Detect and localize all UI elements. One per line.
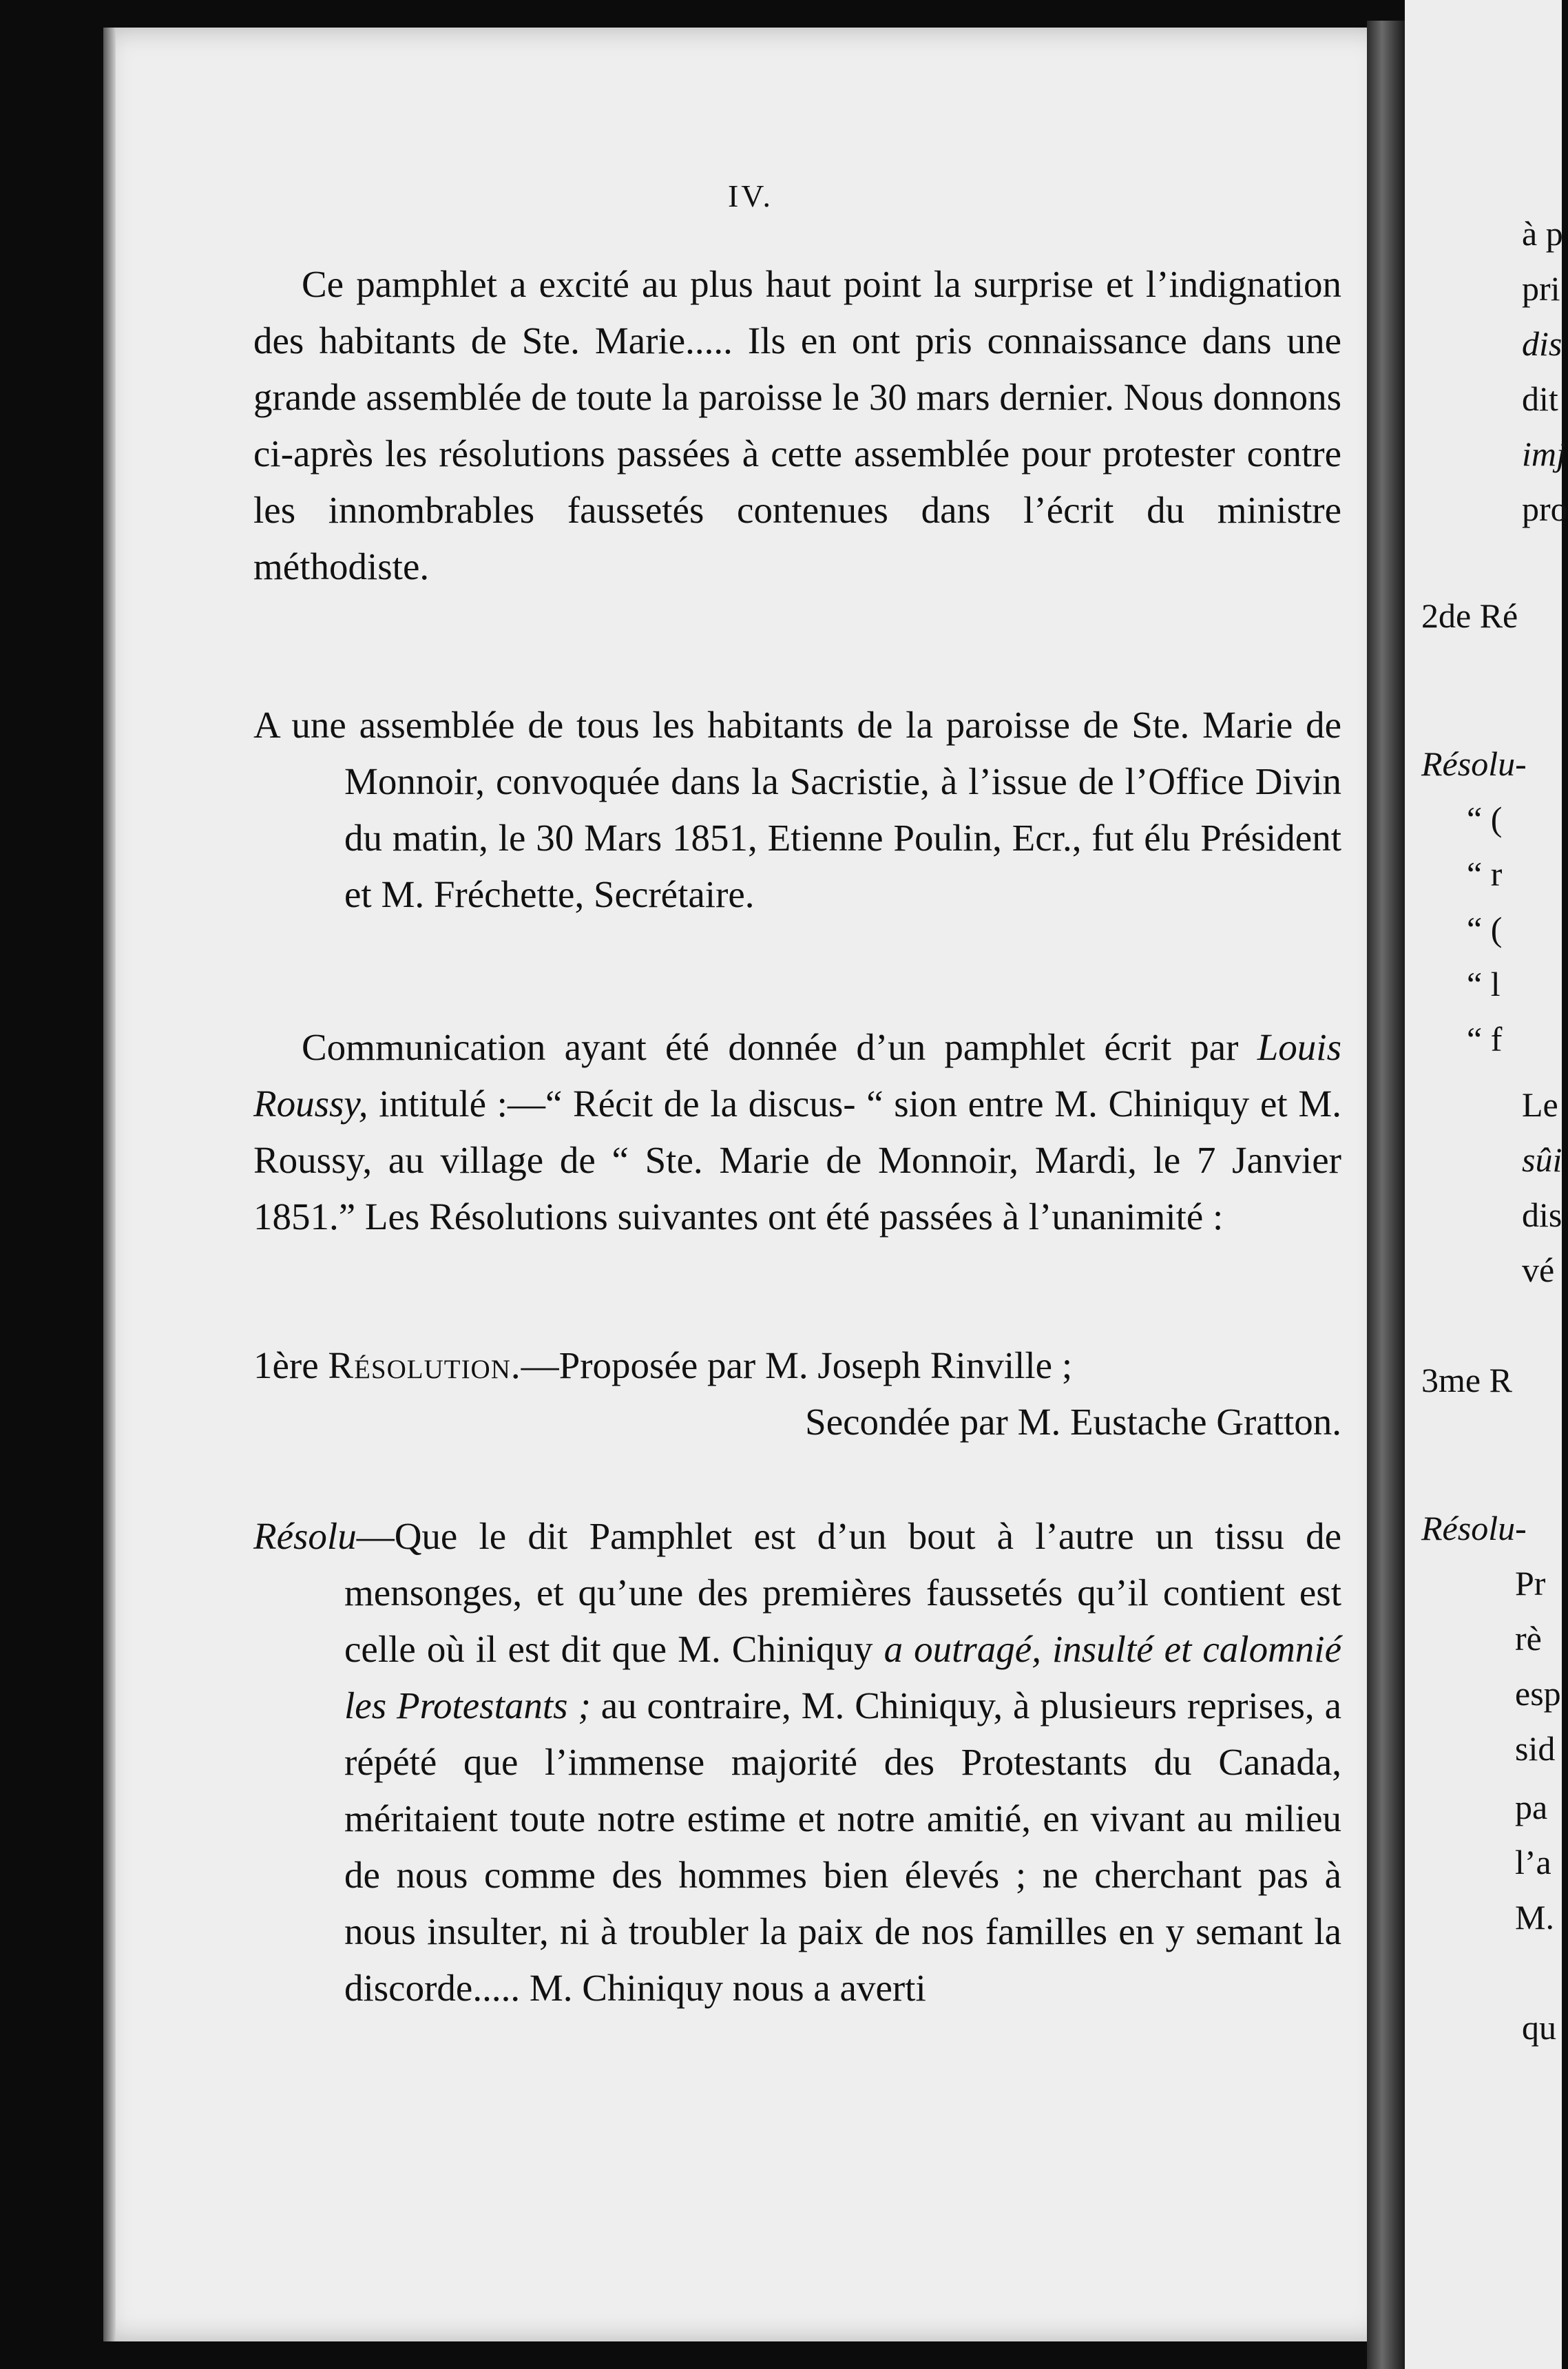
right-fragment: l’a [1515,1843,1551,1881]
right-fragment: 3me R [1421,1361,1512,1399]
right-fragment: sûi [1522,1140,1562,1179]
right-fragment: “ f [1467,1020,1503,1058]
right-fragment: “ ( [1467,910,1503,948]
communication-paragraph-block [253,1019,1341,1245]
assembly-paragraph-block [253,697,1341,923]
resolu-text-2: au contraire, M. Chiniquy, à plusieurs reprises, a répété que l’immense majorité des Protestants du Canada, méritaient toute notre estime et notre amitié, en vivant au milieu de nous comme des hommes bien élevés ; ne cherchant pas à nous insulter, ni à troubler la paix de nos familles en y semant la discorde..... M. Chiniquy nous a averti [344,1684,1341,2009]
resolu-text-1: —Que le dit Pamphlet est d’un bout à l’autre un tissu de mensonges, et qu’une des premières faussetés qu’il contient est celle où il est dit que M. Chiniquy [344,1515,1341,1670]
right-fragment: sid [1515,1729,1556,1768]
right-fragment: “ ( [1467,800,1503,838]
resolu-paragraph-block [253,1508,1341,2016]
right-fragment: dit [1522,379,1558,418]
communication-text-start: Communication ayant été donnée d’un pamphlet écrit par [302,1026,1257,1068]
right-fragment: “ l [1467,965,1501,1003]
book-gutter [1367,21,1405,2369]
right-fragment: M. [1515,1898,1554,1937]
right-fragment: pa [1515,1788,1548,1826]
right-fragment: pri [1522,269,1560,308]
right-fragment: à p [1522,214,1563,253]
resolu-paragraph [253,1508,1341,2016]
right-fragment: imj [1522,435,1566,473]
right-fragment: esp [1515,1674,1561,1713]
author-name: Louis Roussy, [253,1026,1341,1125]
resolution-label: Résolution. [328,1344,521,1386]
right-fragment: 2de Ré [1421,596,1518,635]
right-fragment: Pr [1515,1564,1546,1603]
right-fragment: Résolu- [1421,744,1527,783]
resolution-proposer: —Proposée par M. Joseph Rinville ; [521,1344,1073,1386]
resolution-number: 1ère [253,1344,328,1386]
communication-text-end: intitulé :—“ Récit de la discus- “ sion entre M. Chiniquy et M. Roussy, au village de “ Ste. Marie de Monnoir, Mardi, le 7 Janvier 1851.” Les Résolutions suivantes ont été passées à l’unanimité : [253,1083,1341,1238]
resolu-label: Résolu [253,1515,357,1557]
intro-paragraph: Ce pamphlet a excité au plus haut point la surprise et l’indignation des habitants de Ste. Marie..... Ils en ont pris connaissance dans une grande assemblée de toute la paroisse le 30 mars dernier. Nous donnons ci-après les résolutions passées à cette assemblée pour protester contre les innombrables faussetés contenues dans l’écrit du ministre méthodiste. [253,263,1341,587]
resolution-1-seconder-line: Secondée par M. Eustache Gratton. [805,1401,1341,1443]
right-fragment: qu [1522,2008,1556,2047]
right-fragment: Le [1522,1085,1558,1124]
right-fragment: Résolu- [1421,1509,1527,1547]
right-fragment: rè [1515,1619,1542,1658]
assembly-paragraph: A une assemblée de tous les habitants de la paroisse de Ste. Marie de Monnoir, convoquée dans la Sacristie, à l’issue de l’Office Divin du matin, le 30 Mars 1851, Etienne Poulin, Ecr., fut élu Président et M. Fréchette, Secrétaire. [253,704,1341,915]
right-fragment: dis [1522,1196,1562,1234]
right-fragment: pro [1522,490,1568,528]
resolution-1-proposer-line [253,1337,1341,1394]
right-fragment: dis [1522,324,1562,363]
page-number: IV. [727,178,774,213]
intro-paragraph-block [253,256,1341,595]
page-edge [103,28,116,2341]
resolu-italic-text: a outragé, insulté et calomnié les Protestants ; [344,1628,1341,1726]
right-fragment: vé [1522,1251,1555,1289]
right-page [1405,0,1568,2369]
resolution-1-block [253,1337,1341,1450]
right-fragment: “ r [1467,855,1503,893]
communication-paragraph [253,1019,1341,1245]
